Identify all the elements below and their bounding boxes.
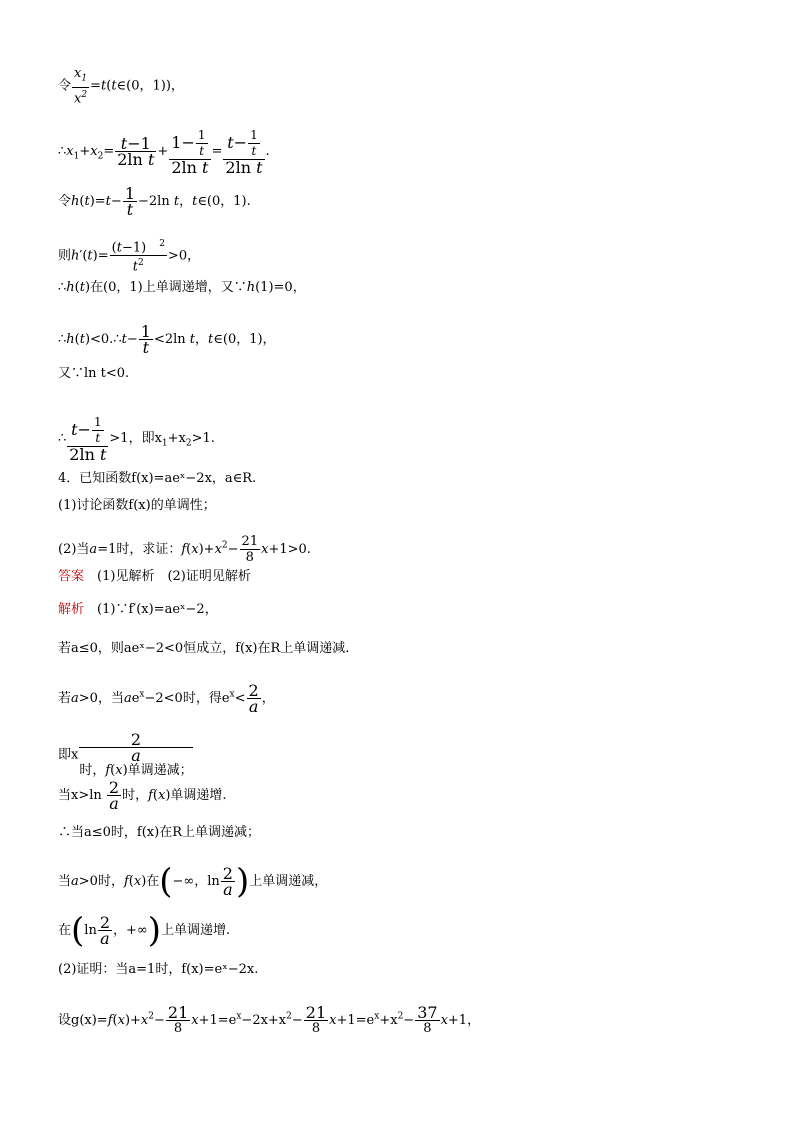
analysis-line-5: 当x>ln $\frac{2}{a}$ 时，f(x)单调递增. bbox=[58, 778, 227, 813]
answer-label-text: 答案 bbox=[58, 569, 85, 584]
line-7-text: 又∵ln t<0. bbox=[58, 366, 130, 381]
analysis-line-6-text: ∴当a≤0时，f(x)在R上单调递减； bbox=[58, 825, 260, 840]
analysis-line-2-text: 若a≤0，则aeˣ−2<0恒成立，f(x)在R上单调递减. bbox=[58, 641, 350, 656]
answer-line bbox=[58, 569, 251, 585]
analysis-label: 解析 bbox=[58, 602, 85, 617]
analysis-line-3: 若a>0，当$ae^x-2<0$时，得$e^x<$ $\frac{2}{a}$ ， bbox=[58, 681, 275, 716]
analysis-line-6 bbox=[58, 825, 260, 841]
analysis-line-9-text: (2)证明：当a=1时，f(x)=eˣ−2x. bbox=[58, 962, 259, 977]
line-8: ∴ t− $\frac{1}{t}$ 2ln t >1，即$x_1+x_2>1$. bbox=[58, 415, 215, 464]
line-5: ∴h(t)在(0，1)上单调递增，又∵h(1)=0， bbox=[58, 280, 306, 295]
analysis-line-1-text: (1)∵f′(x)=aeˣ−2， bbox=[97, 602, 218, 617]
answer-text: (1)见解析 (2)证明见解析 bbox=[97, 569, 251, 584]
question-4-part-2: (2)当a=1时，求证：$f(x)+x^2-$ $\frac{21}{8}$ x+1>0. bbox=[58, 534, 311, 565]
analysis-line-2 bbox=[58, 641, 349, 657]
question-4-text: 4．已知函数f(x)=aeˣ−2x，a∈R. bbox=[58, 471, 257, 486]
question-4 bbox=[58, 471, 256, 487]
line-1: 令 $\frac{x_1}{x^2}$ =t(t∈(0，1))， bbox=[58, 66, 184, 106]
analysis-line-1 bbox=[58, 602, 218, 618]
line-7 bbox=[58, 366, 129, 382]
question-4-part-1-text: (1)讨论函数f(x)的单调性； bbox=[58, 498, 216, 513]
analysis-line-7: 当a>0时，f(x)在(−∞，ln $\frac{2}{a}$ )上单调递减， bbox=[58, 861, 328, 902]
analysis-line-8: 在(ln $\frac{2}{a}$ ，+∞)上单调递增. bbox=[58, 910, 231, 951]
analysis-line-9 bbox=[58, 962, 258, 978]
line-6: ∴h(t)<0.∴t− $\frac{1}{t}$ <2ln t，t∈(0，1)， bbox=[58, 322, 276, 357]
line-3: 令h(t)=t− $\frac{1}{t}$ −2ln t，t∈(0，1). bbox=[58, 184, 251, 219]
line-4: 则h′(t)= $\frac{(t-1) ^2}{t^2}$ >0， bbox=[58, 239, 201, 275]
analysis-line-10: 设$g(x)=f(x)+x^2-$ $\frac{21}{8}$ $x+1=e^x-2x+x^2-$ $\frac{21}{8}$ $x+1=e^x+x^2-$ $\frac{37}{8}$ x+1， bbox=[58, 1003, 481, 1036]
line-2: $\therefore x_1+x_2=$ $\frac{t-1}{\text{2ln t}}$ + 1− $\frac{1}{t}$ 2ln t = t− $\frac{1}{t}$ 2ln t . bbox=[58, 128, 270, 177]
analysis-line-4: 即x 2 a 时，f(x)单调递减； bbox=[58, 730, 193, 778]
question-4-part-1 bbox=[58, 498, 216, 514]
